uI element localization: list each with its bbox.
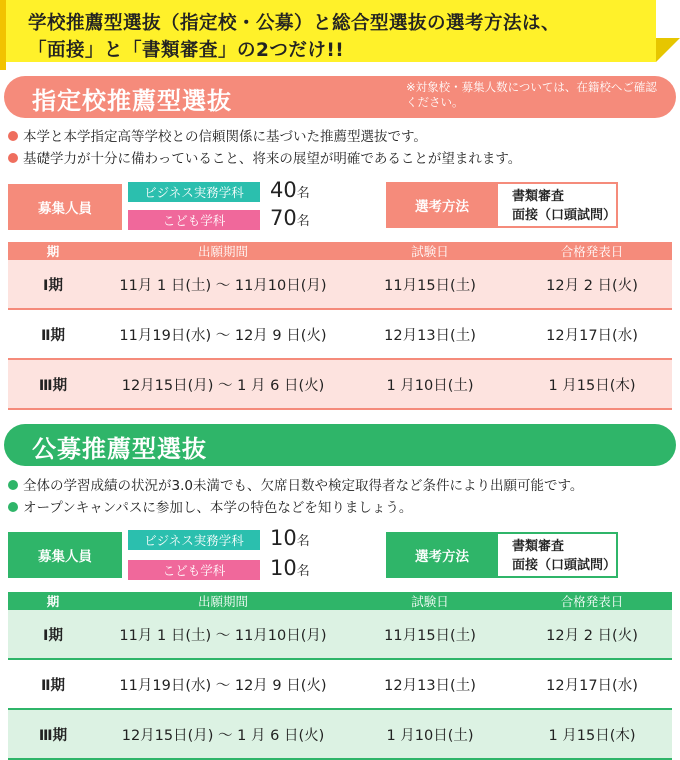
table-row [8, 610, 672, 660]
bullet-dot-icon [8, 131, 18, 141]
header-cell: 期 [46, 594, 60, 609]
section-note: ※対象校・募集人数については、在籍校へご確認ください。 [406, 80, 657, 109]
table-cell: 12月13日(土) [384, 327, 476, 344]
table-cell: 11月19日(水) ～ 12月 9 日(火) [119, 677, 327, 694]
dept-count-kids: 70名 [270, 206, 310, 230]
banner-edge [0, 0, 6, 70]
header-cell: 試験日 [411, 244, 449, 259]
section-title-text: 公募推薦型選抜 [32, 435, 207, 463]
table-cell: Ⅰ期 [43, 627, 63, 644]
table-cell: Ⅲ期 [38, 727, 68, 744]
table-cell: 1 月10日(土) [386, 377, 474, 394]
table-cell: 12月15日(月) ～ 1 月 6 日(火) [121, 377, 325, 394]
table-cell: Ⅱ期 [40, 327, 66, 344]
bullet-dot-icon [8, 502, 18, 512]
table-row [8, 710, 672, 760]
dept-tag-business: ビジネス実務学科 [128, 530, 260, 550]
table-cell: 11月19日(水) ～ 12月 9 日(火) [119, 327, 327, 344]
method-box [496, 182, 618, 228]
header-cell: 出願期間 [197, 244, 248, 259]
method-item: 書類審査 [512, 539, 565, 554]
bullet-item: 基礎学力が十分に備わっていること、将来の展望が明確であることが望まれます。 [8, 148, 521, 170]
section-title-designated [4, 76, 676, 118]
dept-count-business: 40名 [270, 178, 310, 202]
dept-count-business: 10名 [270, 526, 310, 550]
bullet-item: 全体の学習成績の状況が3.0未満でも、欠席日数や検定取得者など条件により出願可能です。 [8, 475, 583, 497]
bullet-item: 本学と本学指定高等学校との信頼関係に基づいた推薦型選抜です。 [8, 126, 521, 148]
header-cell: 試験日 [411, 594, 449, 609]
method-label: 選考方法 [386, 532, 498, 578]
table-cell: 12月15日(月) ～ 1 月 6 日(火) [121, 727, 325, 744]
dept-tag-kids: こども学科 [128, 560, 260, 580]
table-cell: 12月17日(水) [546, 677, 638, 694]
table-cell: 12月13日(土) [384, 677, 476, 694]
table-cell: Ⅱ期 [40, 677, 66, 694]
table-header [8, 592, 672, 610]
table-row [8, 660, 672, 710]
method-item: 面接（口頭試問） [512, 558, 617, 573]
recruit-label: 募集人員 [8, 184, 122, 230]
bullet-dot-icon [8, 480, 18, 490]
bullet-list [8, 126, 521, 170]
table-row [8, 310, 672, 360]
dept-tag-business: ビジネス実務学科 [128, 182, 260, 202]
table-cell: 12月 2 日(火) [546, 627, 638, 644]
schedule-table-public [8, 592, 672, 760]
table-cell: 11月 1 日(土) ～ 11月10日(月) [119, 627, 327, 644]
table-cell: 11月 1 日(土) ～ 11月10日(月) [119, 277, 327, 294]
method-label: 選考方法 [386, 182, 498, 228]
header-banner [0, 0, 680, 70]
table-cell: 1 月15日(木) [548, 727, 636, 744]
table-cell: Ⅲ期 [38, 377, 68, 394]
bullet-dot-icon [8, 153, 18, 163]
banner-headline-line1: 学校推薦型選抜（指定校・公募）と総合型選抜の選考方法は、 [28, 13, 561, 34]
header-cell: 合格発表日 [560, 594, 624, 609]
method-item: 書類審査 [512, 189, 565, 204]
section-title-text: 指定校推薦型選抜 [32, 87, 232, 115]
bullet-item: オープンキャンパスに参加し、本学の特色などを知りましょう。 [8, 497, 583, 519]
table-row [8, 360, 672, 410]
dept-count-kids: 10名 [270, 556, 310, 580]
header-cell: 期 [46, 244, 60, 259]
bullet-list [8, 475, 583, 519]
table-cell: 12月 2 日(火) [546, 277, 638, 294]
table-cell: 1 月15日(木) [548, 377, 636, 394]
header-cell: 出願期間 [197, 594, 248, 609]
banner-headline-line2: 「面接」と「書類審査」の2つだけ!! [28, 40, 345, 61]
schedule-table-designated [8, 242, 672, 410]
recruit-label: 募集人員 [8, 532, 122, 578]
table-cell: 11月15日(土) [384, 627, 476, 644]
section-title-public [4, 424, 676, 466]
table-row [8, 260, 672, 310]
table-cell: Ⅰ期 [43, 277, 63, 294]
table-cell: 11月15日(土) [384, 277, 476, 294]
table-header [8, 242, 672, 260]
method-box [496, 532, 618, 578]
table-cell: 1 月10日(土) [386, 727, 474, 744]
table-cell: 12月17日(水) [546, 327, 638, 344]
dept-tag-kids: こども学科 [128, 210, 260, 230]
method-item: 面接（口頭試問） [512, 208, 617, 223]
banner-fold [656, 38, 680, 62]
header-cell: 合格発表日 [560, 244, 624, 259]
